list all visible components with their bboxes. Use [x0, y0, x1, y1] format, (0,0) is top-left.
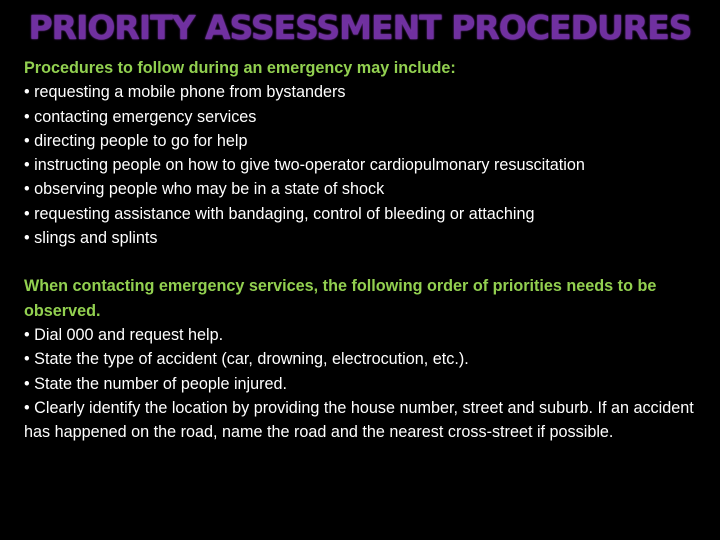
priority-item-3: • State the number of people injured.: [24, 374, 288, 393]
procedures-intro: [24, 56, 696, 80]
procedure-item-4: • instructing people on how to give two-operator cardiopulmonary resuscitation: [24, 156, 585, 175]
slide-title: PRIORITY ASSESSMENT PROCEDURES: [28, 8, 692, 47]
priority-item-4: • Clearly identify the location by providing the house number, street and suburb. If an accident has happened on the road, name the road and the nearest cross-street if possible.: [24, 398, 694, 442]
priority-item-2: • State the type of accident (car, drowning, electrocution, etc.).: [24, 350, 469, 369]
procedure-item-6: • requesting assistance with bandaging, control of bleeding or attaching: [24, 204, 535, 223]
procedures-intro-text: Procedures to follow during an emergency may include:: [24, 59, 456, 77]
procedure-item-2: • contacting emergency services: [24, 107, 257, 126]
priorities-heading: When contacting emergency services, the following order of priorities needs to be observed.: [24, 277, 657, 320]
procedure-item-1: • requesting a mobile phone from bystanders: [24, 83, 346, 102]
procedure-item-5: • observing people who may be in a state of shock: [24, 180, 385, 199]
priority-item-1: • Dial 000 and request help.: [24, 325, 224, 344]
procedure-item-7: • slings and splints: [24, 229, 158, 248]
section-spacer: [24, 250, 696, 274]
procedure-item-3: • directing people to go for help: [24, 131, 248, 150]
slide-body: [24, 56, 696, 444]
